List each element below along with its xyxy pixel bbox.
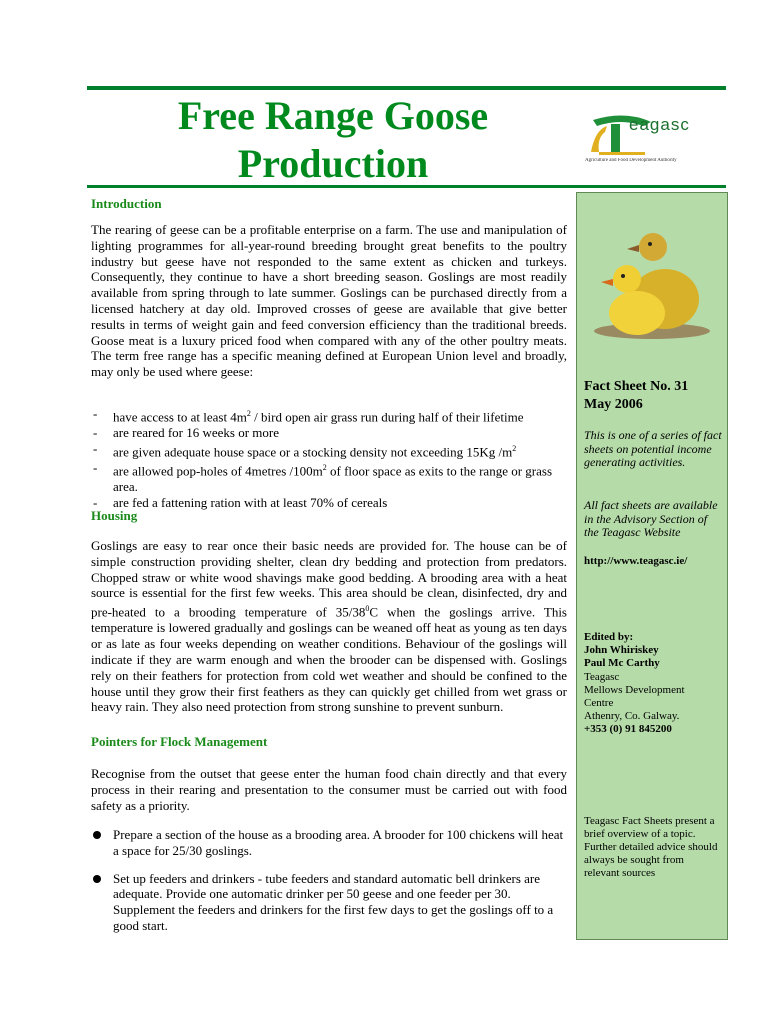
teagasc-logo <box>585 112 715 170</box>
free-range-criteria-list <box>91 406 567 511</box>
top-rule <box>87 86 726 90</box>
series-note: This is one of a series of fact sheets on potential income generating activities. <box>584 428 722 469</box>
fact-sheet-date: May 2006 <box>584 397 643 412</box>
availability-note: All fact sheets are available in the Advisory Section of the Teagasc Website <box>584 498 718 539</box>
fact-sheets-overview-note: Teagasc Fact Sheets present a brief overview of a topic. Further detailed advice should always be sought from relevant sources <box>584 815 718 879</box>
housing-paragraph: Goslings are easy to rear once their basic needs are provided for. The house can be of simple construction providing shelter, clean dry bedding and protection from predators. Chopped straw or white wood shavings make good bedding. A brooding area with a heat source is essential for the first few weeks. This area should be clean, disinfected, dry and pre-heated to a brooding temperature of $35/38^0C$ when the goslings arrive. This temperature is lowered gradually and goslings can be weaned off heat as young as ten days or as late as four weeks depending on weather conditions. Behaviour of the goslings will indicate if they are warm enough and when the brooder can be dispensed with. Goslings rely on their feathers for protection from cold wet weather and should be confined to the house until they grow their first feathers as they can quickly get chilled from wet grass or heavy rain. They also need protection from strong sunshine to prevent sunburn. <box>91 538 567 715</box>
goslings-image <box>593 219 711 339</box>
logo-wordmark: eagasc <box>629 115 690 134</box>
intro-heading: Introduction <box>91 196 162 211</box>
fact-sheet-sidebar <box>576 192 728 940</box>
list-item: Prepare a section of the house as a brooding area. A brooder for 100 chickens will heat a space for 25/30 goslings. <box>91 827 567 859</box>
list-item: - have access to at least $4m^2$ / bird open air grass run during half of their lifetime <box>91 406 567 425</box>
phone-number: +353 (0) 91 845200 <box>584 723 672 735</box>
list-item: - are fed a fattening ration with at least 70% of cereals <box>91 495 567 511</box>
list-item: - are allowed pop-holes of 4metres $/100m^2$ of floor space as exits to the range or grass area. <box>91 460 567 495</box>
housing-heading: Housing <box>91 508 138 523</box>
address-line-3: Athenry, Co. Galway. <box>584 710 680 722</box>
flock-management-list <box>91 827 567 946</box>
logo-tagline: Agriculture and Food Development Authority <box>585 158 677 163</box>
edited-by-label: Edited by: <box>584 631 634 643</box>
teagasc-website-link[interactable]: http://www.teagasc.ie/ <box>584 555 688 567</box>
goslings-photo <box>593 219 711 339</box>
address-line-2: Mellows Development Centre <box>584 684 685 709</box>
fact-sheet-number: Fact Sheet No. 31 <box>584 379 689 394</box>
intro-paragraph: The rearing of geese can be a profitable enterprise on a farm. The use and manipulation of lighting programmes for all-year-round breeding brought great benefits to the poultry industry but geese have not responded to the same extent as chicken and turkeys. Consequently, they continue to have a short breeding season. Goslings are most readily available from spring through to late summer. Goslings can be purchased directly from a licensed hatchery at day old. Improved crosses of geese are available that give better results in terms of weight gain and feed conversion efficiency than the traditional breeds. Goose meat is a luxury priced food when compared with any of the other poultry meats. The term free range has a specific meaning defined at European Union level and broadly, may only be used where geese: <box>91 222 567 380</box>
editor-1: John Whiriskey <box>584 644 659 656</box>
pointers-paragraph: Recognise from the outset that geese enter the human food chain directly and that every process in their rearing and presentation to the consumer must be carried out with food safety as a priority. <box>91 766 567 813</box>
list-item: - are given adequate house space or a stocking density not exceeding 15Kg $/m^2$ <box>91 441 567 460</box>
address-line-1: Teagasc <box>584 671 620 683</box>
list-item: - are reared for 16 weeks or more <box>91 425 567 441</box>
title-line-2: Production <box>237 141 429 186</box>
list-item: Set up feeders and drinkers - tube feeders and standard automatic bell drinkers are adequate. Provide one automatic drinker per 50 geese and one feeder per 30. Supplement the feeders and drinkers for the first few days to get the goslings off to a good start. <box>91 871 567 934</box>
page-title <box>118 92 548 188</box>
title-line-1: Free Range Goose <box>177 93 489 138</box>
pointers-heading: Pointers for Flock Management <box>91 734 268 749</box>
editor-2: Paul Mc Carthy <box>584 657 660 669</box>
